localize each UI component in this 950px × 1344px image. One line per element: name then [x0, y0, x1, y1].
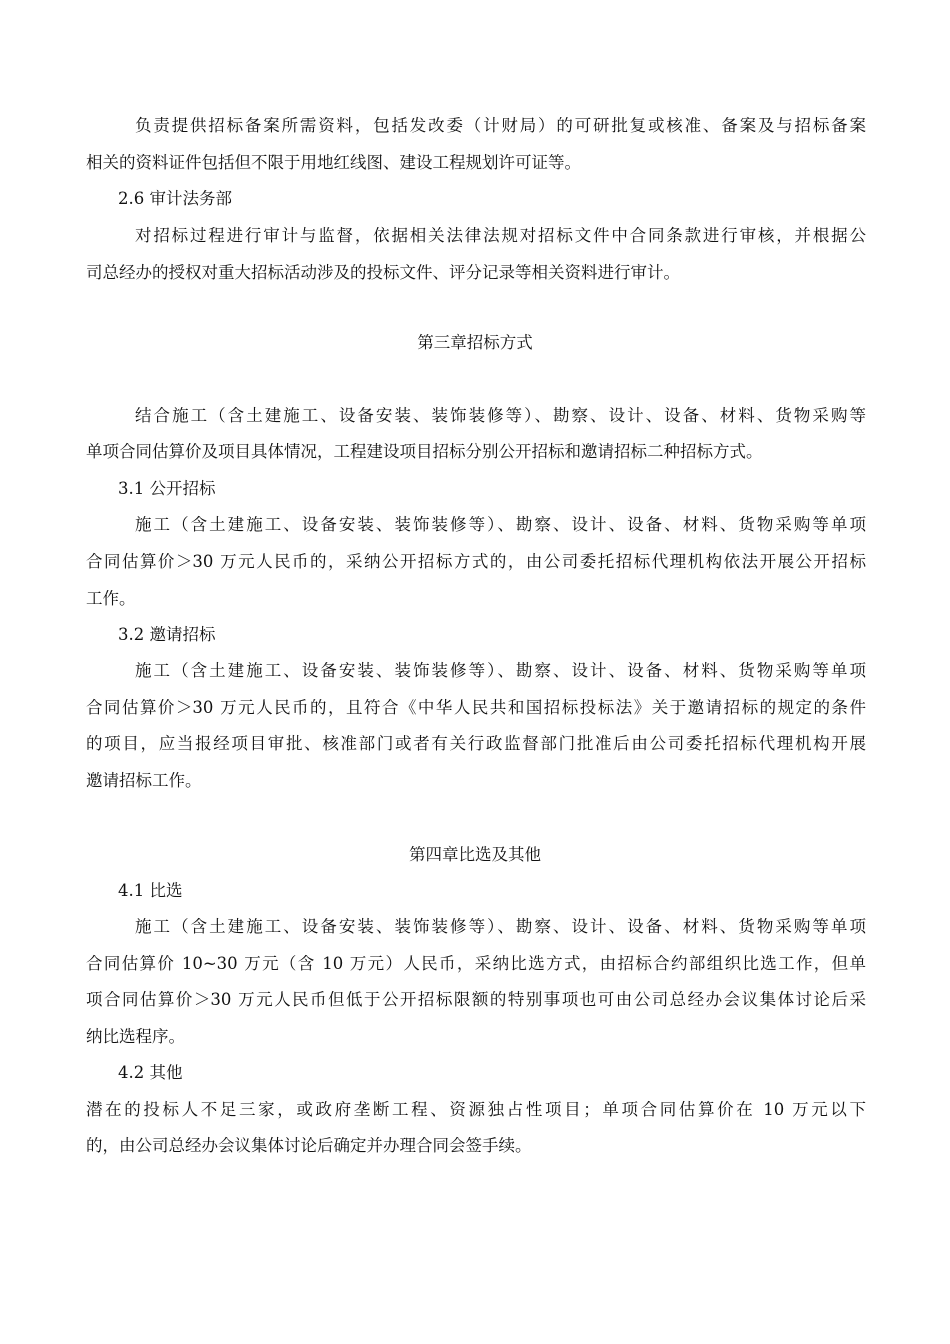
paragraph-line: 结合施工（含土建施工、设备安装、装饰装修等）、勘察、设计、设备、材料、货物采购等	[135, 406, 866, 425]
chapter-title-4: 第四章比选及其他	[409, 845, 541, 864]
paragraph-line: 相关的资料证件包括但不限于用地红线图、建设工程规划许可证等。	[86, 153, 581, 172]
section-heading-2-6: 2.6 审计法务部	[118, 189, 232, 208]
paragraph-line: 合同估算价＞30 万元人民币的，且符合《中华人民共和国招标投标法》关于邀请招标的规定的条件	[86, 698, 866, 717]
paragraph-line: 潜在的投标人不足三家，或政府垄断工程、资源独占性项目；单项合同估算价在 10 万元以下	[86, 1100, 866, 1119]
paragraph-line: 工作。	[86, 589, 136, 608]
paragraph-line: 施工（含土建施工、设备安装、装饰装修等）、勘察、设计、设备、材料、货物采购等单项	[135, 515, 866, 534]
paragraph-line: 纳比选程序。	[86, 1027, 185, 1046]
paragraph-line: 负责提供招标备案所需资料，包括发改委（计财局）的可研批复或核准、备案及与招标备案	[135, 116, 866, 135]
section-heading-3-2: 3.2 邀请招标	[118, 625, 216, 644]
section-heading-4-2: 4.2 其他	[118, 1063, 183, 1082]
paragraph-line: 司总经办的授权对重大招标活动涉及的投标文件、评分记录等相关资料进行审计。	[86, 263, 680, 282]
chapter-title-3: 第三章招标方式	[417, 333, 533, 352]
paragraph-line: 施工（含土建施工、设备安装、装饰装修等）、勘察、设计、设备、材料、货物采购等单项	[135, 917, 866, 936]
paragraph-line: 施工（含土建施工、设备安装、装饰装修等）、勘察、设计、设备、材料、货物采购等单项	[135, 661, 866, 680]
section-heading-3-1: 3.1 公开招标	[118, 479, 216, 498]
paragraph-line: 项合同估算价＞30 万元人民币但低于公开招标限额的特别事项也可由公司总经办会议集体讨论后采	[86, 990, 866, 1009]
paragraph-line: 单项合同估算价及项目具体情况，工程建设项目招标分别公开招标和邀请招标二种招标方式。	[86, 442, 763, 461]
paragraph-line: 合同估算价 10~30 万元（含 10 万元）人民币，采纳比选方式，由招标合约部组织比选工作，但单	[86, 954, 866, 973]
paragraph-line: 的项目，应当报经项目审批、核准部门或者有关行政监督部门批准后由公司委托招标代理机构开展	[86, 734, 866, 753]
paragraph-line: 邀请招标工作。	[86, 771, 202, 790]
paragraph-line: 对招标过程进行审计与监督，依据相关法律法规对招标文件中合同条款进行审核，并根据公	[135, 226, 866, 245]
paragraph-line: 合同估算价＞30 万元人民币的，采纳公开招标方式的，由公司委托招标代理机构依法开展公开招标	[86, 552, 866, 571]
paragraph-line: 的，由公司总经办会议集体讨论后确定并办理合同会签手续。	[86, 1136, 532, 1155]
section-heading-4-1: 4.1 比选	[118, 881, 183, 900]
